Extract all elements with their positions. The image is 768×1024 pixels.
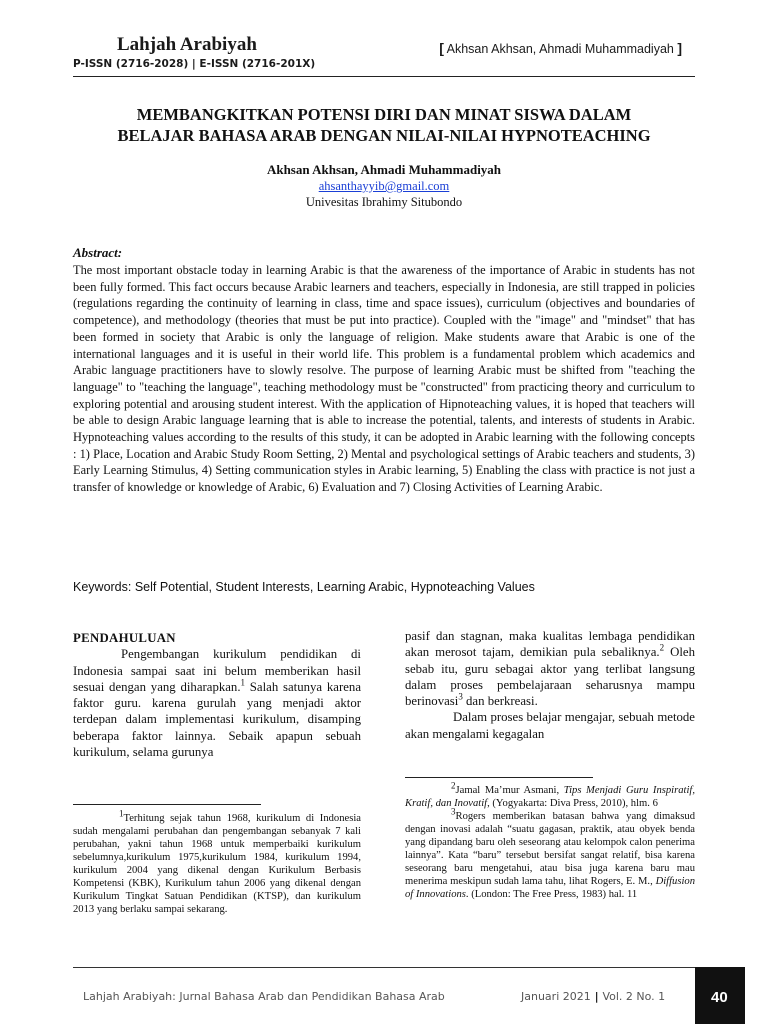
author-email-link[interactable]: ahsanthayyib@gmail.com <box>318 179 450 193</box>
footnotes-right <box>405 780 696 901</box>
running-header-authors <box>439 40 682 56</box>
footnote-ref-2[interactable]: 2 <box>659 643 665 654</box>
footnote-marker: 1 <box>119 808 124 819</box>
footnote-body: Jamal Ma’mur Asmani, <box>455 785 564 796</box>
body-paragraph: Dalam proses belajar mengajar, sebuah metode akan mengalami kegagalan <box>405 710 695 741</box>
footnote-ref-1[interactable]: 1 <box>240 677 246 688</box>
paper-title <box>73 104 695 146</box>
footnote-1 <box>73 808 361 916</box>
body-text: pasif dan stagnan, maka kualitas lembaga pendidikan akan merosot tajam, demikian pula sebaliknya. <box>405 629 695 660</box>
keywords: Keywords: Self Potential, Student Interests, Learning Arabic, Hypnoteaching Values <box>73 580 535 594</box>
footnote-divider-right <box>405 777 593 778</box>
footnote-body: Terhitung sejak tahun 1968, kurikulum di Indonesia sudah mengalami perubahan dan pengembangan sebanyak 7 kali perubahan, yakni tahun 1968 untuk memperbaiki kurikulum sebelumnya,kurikulum 1975,kurikulum 1984, kurikulum 1994, kurikulum 2004 yang dikenal dengan Kurikulum Berbasis Kompetensi (KBK), Kurikulum tahun 2006 yang dikenal dengan Kurikulum Tingkat Satuan Pendidikan (KTSP), dan kurikulum 2013 yang berlaku sampai sekarang. <box>73 813 361 915</box>
author-names: Akhsan Akhsan, Ahmadi Muhammadiyah <box>266 162 502 177</box>
footer-issue-info <box>521 990 665 1003</box>
paper-title-line-1: MEMBANGKITKAN POTENSI DIRI DAN MINAT SISWA DALAM <box>136 105 632 124</box>
footer-separator: | <box>590 990 603 1003</box>
footnote-2 <box>405 780 696 810</box>
body-text: dan berkreasi. <box>462 694 538 709</box>
body-column-right <box>405 628 695 742</box>
footnote-body: . (London: The Free Press, 1983) hal. 11 <box>465 889 638 900</box>
paper-title-line-2: BELAJAR BAHASA ARAB DENGAN NILAI-NILAI HYPNOTEACHING <box>117 126 651 145</box>
footnote-text <box>73 808 361 916</box>
author-affiliation: Univesitas Ibrahimy Situbondo <box>305 195 463 209</box>
footnote-body: , (Yogyakarta: Diva Press, 2010), hlm. 6 <box>487 798 658 809</box>
section-heading: PENDAHULUAN <box>73 631 176 645</box>
body-paragraph <box>73 646 361 760</box>
body-text: Salah satunya karena faktor guru. karena gurulah yang menjadi aktor terdepan dalam implementasi kurikulum, disamping beberapa faktor lainnya. Sebaik apapun sebuah kurikulum, selama gurunya <box>73 679 361 760</box>
journal-issn: P-ISSN (2716-2028) | E-ISSN (2716-201X) <box>73 58 316 70</box>
footnote-divider-left <box>73 804 261 805</box>
body-text: Oleh sebab itu, guru sebagai aktor yang terlibat langsung dalam proses pembelajaraan seharusnya mampu berinovasi <box>405 645 695 709</box>
abstract-label: Abstract: <box>73 245 123 260</box>
footer-date: Januari 2021 <box>521 990 591 1003</box>
footnote-book-title: Tips Menjadi Guru Inspiratif, Kratif, dan Inovatif <box>405 785 696 809</box>
bracket-open: [ <box>439 40 444 56</box>
footnote-3 <box>405 806 695 901</box>
footer-divider <box>73 967 695 968</box>
footer-volume: Vol. 2 No. 1 <box>602 990 666 1003</box>
footnote-marker: 3 <box>451 806 456 817</box>
body-paragraph <box>405 628 695 709</box>
footnote-ref-3[interactable]: 3 <box>458 691 463 702</box>
header-divider <box>73 76 695 77</box>
bracket-close: ] <box>677 40 682 56</box>
author-email <box>73 179 695 194</box>
abstract-text: The most important obstacle today in learning Arabic is that the awareness of the importance of Arabic in students has not been fully formed. This fact occurs because Arabic learners and teachers, especially in Indonesia, are still trapped in policies (regulations regarding the continuity of learning in class, time and space issues), curriculum (objectives and boundaries of competence), and methodology (theories that must be put into practice). Coupled with the "image" and "mindset" that has been formed in society that Arabic is only the language of religion. Make students aware that Arabic is one of the international languages and it is useful in their world life. This problem is a fundamental problem which academics and Arabic language practitioners have to slowly resolve. The purpose of learning Arabic must be shifted from "teaching the language" to "teaching the language", teaching methodology must be "constructed" from practicing theory and curriculum to exploring potential and arousing student interest. With the application of Hipnoteaching values, it is hoped that teachers will be able to design Arabic language learning that is able to increase the potential, talents, and interests of students in Arabic. Hypnoteaching values according to the results of this study, it can be adopted in Arabic learning with the following concepts : 1) Place, Location and Arabic Study Room Setting, 2) Mental and psychological settings of Arabic teachers and students, 3) Early Learning Stimulus, 4) Setting communication styles in Arabic learning, 5) Enabling the class with practice is not just a transfer of knowledge or knowledge of Arabic, 6) Evaluation and 7) Closing Activities of Learning Arabic. <box>73 263 695 495</box>
page-number-box <box>695 967 745 1024</box>
footnote-marker: 2 <box>451 780 456 791</box>
journal-name: Lahjah Arabiyah <box>117 34 257 55</box>
running-header-authors-text: Akhsan Akhsan, Ahmadi Muhammadiyah <box>443 42 678 56</box>
footer-journal-title: Lahjah Arabiyah: Jurnal Bahasa Arab dan Pendidikan Bahasa Arab <box>83 990 445 1003</box>
footnote-body: Rogers memberikan batasan bahwa yang dimaksud dengan inovasi adalah “suatu gagasan, praktik, atau obyek benda yang dipandang baru oleh seseorang atau kelompok calon penerima lainnya”. Kata “baru” tersebut bersifat sangat relatif, bisa karena seseorang baru mengetahui, atau bisa juga karena baru mau menerima meskipun sudah lama tahu, lihat Rogers, E. M., <box>405 811 695 887</box>
body-text: Pengembangan kurikulum pendidikan di Indonesia sampai saat ini belum memberikan hasil sesuai dengan yang diharapkan. <box>73 647 361 694</box>
footnote-book-title: Diffusion of Innovations <box>405 876 695 900</box>
body-column-left <box>73 630 361 760</box>
page-number: 40 <box>711 989 728 1006</box>
